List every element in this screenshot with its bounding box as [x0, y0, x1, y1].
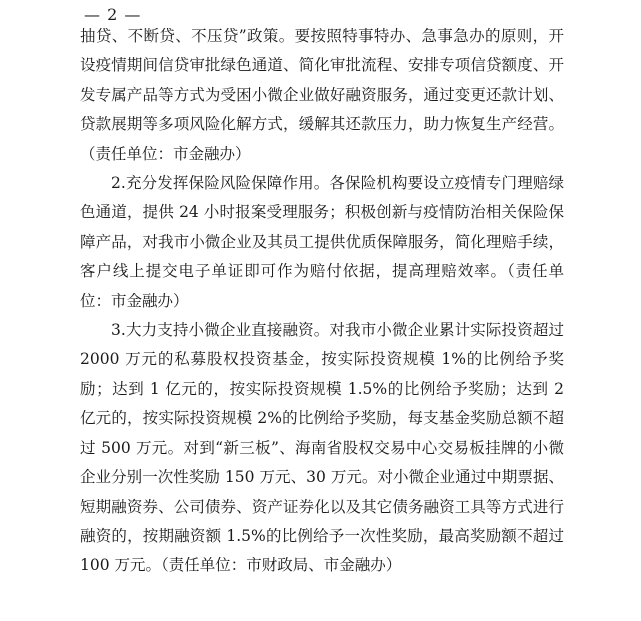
- paragraph-item-2: 2.充分发挥保险风险保障作用。各保险机构要设立疫情专门理赔绿色通道，提供 24 小时报案受理服务；积极创新与疫情防治相关保险保障产品，对我市小微企业及其员工提供优质保障服务，简化理赔手续，客户线上提交电子单证即可作为赔付依据，提高理赔效率。（责任单位：市金融办）: [80, 174, 564, 310]
- paragraph-item-3: 3.大力支持小微企业直接融资。对我市小微企业累计实际投资超过 2000 万元的私募股权投资基金，按实际投资规模 1%的比例给予奖励；达到 1 亿元的，按实际投资规模 1.5%的比例给予奖励；达到 2 亿元的，按实际投资规模 2%的比例给予奖励，每支基金奖励总额不超过 500 万元。对到“新三板”、海南省股权交易中心交易板挂牌的小微企业分别一次性奖励 150 万元、30 万元。对小微企业通过中期票据、短期融资券、公司债券、资产证券化以及其它债务融资工具等方式进行融资的，按期融资额 1.5%的比例给予一次性奖励，最高奖励额不超过 100 万元。（责任单位：市财政局、市金融办）: [80, 321, 564, 575]
- document-body: [80, 22, 564, 581]
- paragraph-continued: 抽贷、不断贷、不压贷”政策。要按照特事特办、急事急办的原则，开设疫情期间信贷审批绿色通道、简化审批流程、安排专项信贷额度、开发专属产品等方式为受困小微企业做好融资服务，通过变更还款计划、贷款展期等多项风险化解方式，缓解其还款压力，助力恢复生产经营。（责任单位：市金融办）: [80, 27, 564, 163]
- page-number: — 2 —: [84, 5, 142, 24]
